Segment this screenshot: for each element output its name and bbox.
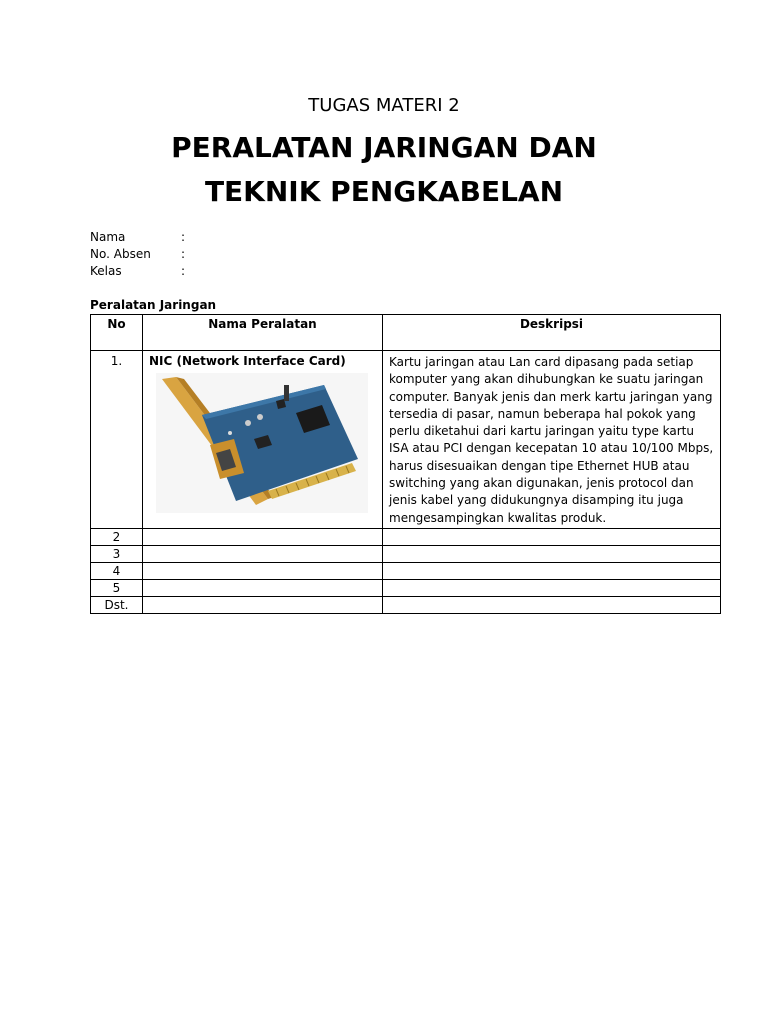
cell-no: 3 [91, 546, 143, 563]
cell-desc [383, 563, 721, 580]
table-row [91, 563, 721, 580]
cell-no: 1. [91, 351, 143, 529]
cell-name [143, 597, 383, 614]
network-card-photo-icon [156, 373, 368, 513]
document-subtitle: TUGAS MATERI 2 [308, 95, 460, 116]
header-name: Nama Peralatan [143, 315, 383, 351]
table-row [91, 597, 721, 614]
info-label: No. Absen [90, 247, 151, 261]
info-separator: : [181, 264, 186, 278]
equipment-table [90, 314, 721, 614]
document-title: PERALATAN JARINGAN DAN TEKNIK PENGKABELAN [171, 131, 597, 208]
info-row-kelas [90, 263, 185, 280]
cell-desc [383, 597, 721, 614]
info-label: Kelas [90, 264, 122, 278]
cell-name [143, 563, 383, 580]
cell-no: 5 [91, 580, 143, 597]
table-header-row [91, 315, 721, 351]
info-row-absen [90, 246, 185, 263]
cell-no: Dst. [91, 597, 143, 614]
cell-desc [383, 580, 721, 597]
cell-desc: Kartu jaringan atau Lan card dipasang pada setiap komputer yang akan dihubungkan ke suatu jaringan computer. Banyak jenis dan merk kartu jaringan yang tersedia di pasar, namun beberapa hal pokok yang perlu diketahui dari kartu jaringan yaitu type kartu ISA atau PCI dengan kecepatan 10 atau 10/100 Mbps, harus disesuaikan dengan tipe Ethernet HUB atau switching yang akan digunakan, jenis protocol dan jenis kabel yang didukungnya disamping itu juga mengesampingkan kwalitas produk. [383, 351, 721, 529]
cell-no: 2 [91, 529, 143, 546]
info-separator: : [181, 230, 186, 244]
cell-name [143, 580, 383, 597]
equipment-name: NIC (Network Interface Card) [149, 354, 346, 368]
table-row [91, 580, 721, 597]
student-info [90, 229, 185, 280]
cell-name [143, 529, 383, 546]
table-row [91, 546, 721, 563]
cell-name [143, 546, 383, 563]
section-label: Peralatan Jaringan [90, 298, 217, 312]
cell-name [143, 351, 383, 529]
info-row-nama [90, 229, 185, 246]
info-separator: : [181, 247, 186, 261]
cell-desc [383, 529, 721, 546]
info-label: Nama [90, 230, 126, 244]
header-no: No [91, 315, 143, 351]
table-row [91, 529, 721, 546]
cell-desc [383, 546, 721, 563]
header-desc: Deskripsi [383, 315, 721, 351]
table-row [91, 351, 721, 529]
cell-no: 4 [91, 563, 143, 580]
